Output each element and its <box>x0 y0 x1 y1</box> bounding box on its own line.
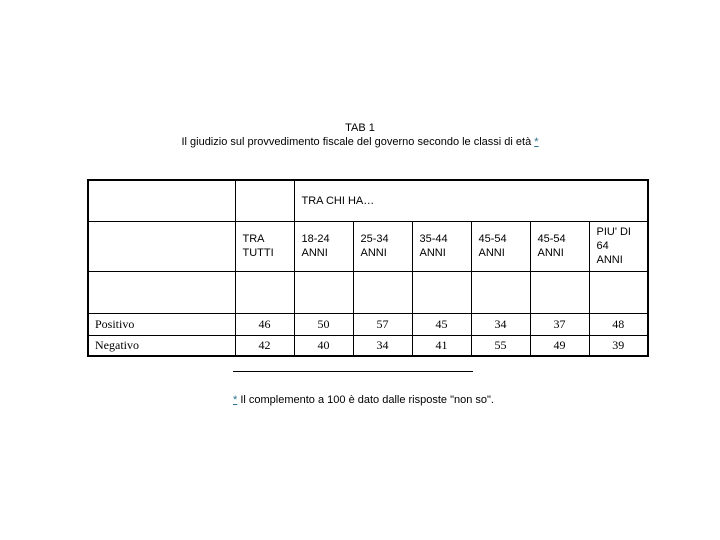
value-cell: 46 <box>235 313 294 335</box>
col-line1: 45-54 <box>537 233 566 245</box>
col-line1: 35-44 <box>419 233 448 245</box>
col-line2: ANNI <box>478 247 505 259</box>
column-header-tutti <box>235 221 294 271</box>
value-cell: 37 <box>530 313 589 335</box>
spacer-cell <box>353 271 412 313</box>
footnote-text: Il complemento a 100 è dato dalle risposte "non so". <box>237 394 494 406</box>
column-header-row <box>88 221 648 271</box>
col-line3: ANNI <box>596 254 623 266</box>
col-line1: 25-34 <box>360 233 389 245</box>
value-cell: 45 <box>412 313 471 335</box>
empty-tutti-cell <box>235 180 294 221</box>
spacer-cell <box>471 271 530 313</box>
col-line2: ANNI <box>360 247 387 259</box>
col-line2: ANNI <box>537 247 564 259</box>
value-cell: 57 <box>353 313 412 335</box>
footnote-anchor[interactable]: * <box>233 394 238 406</box>
spacer-cell <box>589 271 648 313</box>
empty-corner-cell <box>88 180 235 221</box>
spacer-row <box>88 271 648 313</box>
group-header-row <box>88 180 648 221</box>
column-header-over-64 <box>589 221 648 271</box>
column-header-18-24 <box>294 221 353 271</box>
group-header: TRA CHI HA… <box>294 180 648 221</box>
table-number: TAB 1 <box>345 122 375 134</box>
col-line2: TUTTI <box>242 247 274 259</box>
value-cell: 49 <box>530 335 589 356</box>
table-title-block <box>0 121 720 149</box>
col-line1: 18-24 <box>301 233 330 245</box>
footnote <box>233 394 494 406</box>
spacer-cell <box>88 271 235 313</box>
spacer-cell <box>530 271 589 313</box>
table-caption <box>0 135 720 149</box>
row-label: Negativo <box>88 335 235 356</box>
value-cell: 39 <box>589 335 648 356</box>
col-line2: ANNI <box>419 247 446 259</box>
col-line1: TRA <box>242 233 265 245</box>
column-header-25-34 <box>353 221 412 271</box>
value-cell: 34 <box>353 335 412 356</box>
table-caption-text: Il giudizio sul provvedimento fiscale del governo secondo le classi di età <box>181 136 532 148</box>
table-row-positivo <box>88 313 648 335</box>
empty-label-header <box>88 221 235 271</box>
value-cell: 41 <box>412 335 471 356</box>
value-cell: 40 <box>294 335 353 356</box>
column-header-45-54-b <box>530 221 589 271</box>
col-line2: 64 <box>596 240 609 252</box>
row-label: Positivo <box>88 313 235 335</box>
footnote-divider <box>233 371 473 372</box>
value-cell: 50 <box>294 313 353 335</box>
spacer-cell <box>412 271 471 313</box>
value-cell: 55 <box>471 335 530 356</box>
value-cell: 42 <box>235 335 294 356</box>
spacer-cell <box>235 271 294 313</box>
col-line2: ANNI <box>301 247 328 259</box>
table-row-negativo <box>88 335 648 356</box>
value-cell: 34 <box>471 313 530 335</box>
spacer-cell <box>294 271 353 313</box>
footnote-link[interactable]: * <box>534 136 539 148</box>
value-cell: 48 <box>589 313 648 335</box>
col-line1: 45-54 <box>478 233 507 245</box>
column-header-35-44 <box>412 221 471 271</box>
column-header-45-54-a <box>471 221 530 271</box>
col-line1: PIU' DI <box>596 226 631 238</box>
results-table <box>87 179 649 357</box>
